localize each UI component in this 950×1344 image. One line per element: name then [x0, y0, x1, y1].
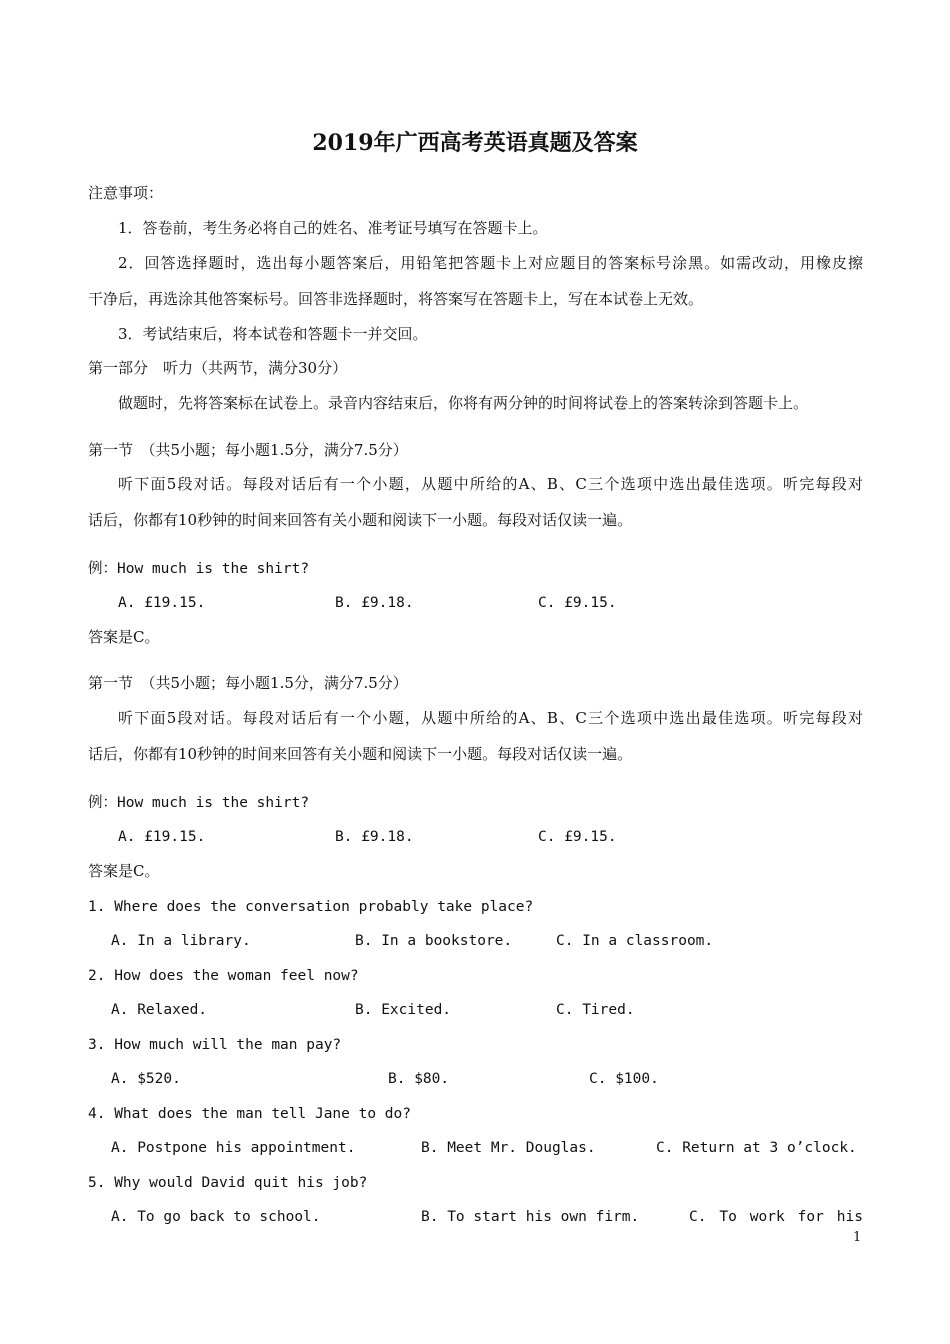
section-text-line-2: 话后，你都有10秒钟的时间来回答有关小题和阅读下一小题。每段对话仅读一遍。: [88, 745, 633, 763]
section-heading: 第一节 （共5小题；每小题1.5分，满分7.5分）: [88, 674, 408, 692]
question-1-option-a: A. In a library.: [111, 933, 251, 949]
notice-item-2-line-2: 干净后，再选涂其他答案标号。回答非选择题时，将答案写在答题卡上，写在本试卷上无效。: [88, 290, 704, 308]
question-3-option-a: A. $520.: [111, 1071, 181, 1087]
example-option-c: C. £9.15.: [538, 595, 617, 611]
section-text-line-1: 听下面5段对话。每段对话后有一个小题，从题中所给的A、B、C三个选项中选出最佳选项。听完每段对: [118, 475, 863, 493]
part1-heading: 第一部分 听力（共两节，满分30分）: [88, 359, 348, 377]
example-question: 例：How much is the shirt?: [88, 561, 310, 577]
section-heading: 第一节 （共5小题；每小题1.5分，满分7.5分）: [88, 441, 408, 459]
question-4-option-a: A. Postpone his appointment.: [111, 1140, 356, 1156]
example-answer: 答案是C。: [88, 628, 160, 646]
question-3: 3. How much will the man pay?: [88, 1037, 342, 1053]
page-title: 2019年广西高考英语真题及答案: [312, 130, 638, 156]
question-2-option-c: C. Tired.: [556, 1002, 635, 1018]
question-1-option-b: B. In a bookstore.: [355, 933, 513, 949]
question-5-option-a: A. To go back to school.: [111, 1209, 321, 1225]
question-5-option-b: B. To start his own firm.: [421, 1209, 640, 1225]
example-option-a: A. £19.15.: [118, 595, 206, 611]
question-5: 5. Why would David quit his job?: [88, 1175, 368, 1191]
notice-heading: 注意事项：: [88, 184, 164, 202]
page-number: 1: [853, 1230, 862, 1245]
example-question: 例：How much is the shirt?: [88, 795, 310, 811]
section-text-line-2: 话后，你都有10秒钟的时间来回答有关小题和阅读下一小题。每段对话仅读一遍。: [88, 511, 633, 529]
example-answer: 答案是C。: [88, 862, 160, 880]
question-2-option-a: A. Relaxed.: [111, 1002, 208, 1018]
notice-item-3: 3．考试结束后，将本试卷和答题卡一并交回。: [118, 325, 428, 343]
notice-item-2-line-1: 2．回答选择题时，选出每小题答案后，用铅笔把答题卡上对应题目的答案标号涂黑。如需改动，用橡皮擦: [118, 254, 863, 272]
question-4-option-b: B. Meet Mr. Douglas.: [421, 1140, 596, 1156]
question-2-option-b: B. Excited.: [355, 1002, 452, 1018]
question-4-option-c: C. Return at 3 o’clock.: [656, 1140, 857, 1156]
example-option-a: A. £19.15.: [118, 829, 206, 845]
question-1-option-c: C. In a classroom.: [556, 933, 714, 949]
question-5-option-c: C. To work for his: [689, 1209, 863, 1225]
question-4: 4. What does the man tell Jane to do?: [88, 1106, 412, 1122]
question-3-option-c: C. $100.: [589, 1071, 659, 1087]
example-option-c: C. £9.15.: [538, 829, 617, 845]
example-option-b: B. £9.18.: [335, 829, 414, 845]
notice-item-1: 1．答卷前，考生务必将自己的姓名、准考证号填写在答题卡上。: [118, 219, 548, 237]
example-option-b: B. £9.18.: [335, 595, 414, 611]
question-1: 1. Where does the conversation probably take place?: [88, 899, 534, 915]
part1-instruction: 做题时，先将答案标在试卷上。录音内容结束后，你将有两分钟的时间将试卷上的答案转涂到答题卡上。: [118, 394, 809, 412]
section-text-line-1: 听下面5段对话。每段对话后有一个小题，从题中所给的A、B、C三个选项中选出最佳选项。听完每段对: [118, 709, 863, 727]
question-2: 2. How does the woman feel now?: [88, 968, 359, 984]
question-3-option-b: B. $80.: [388, 1071, 450, 1087]
